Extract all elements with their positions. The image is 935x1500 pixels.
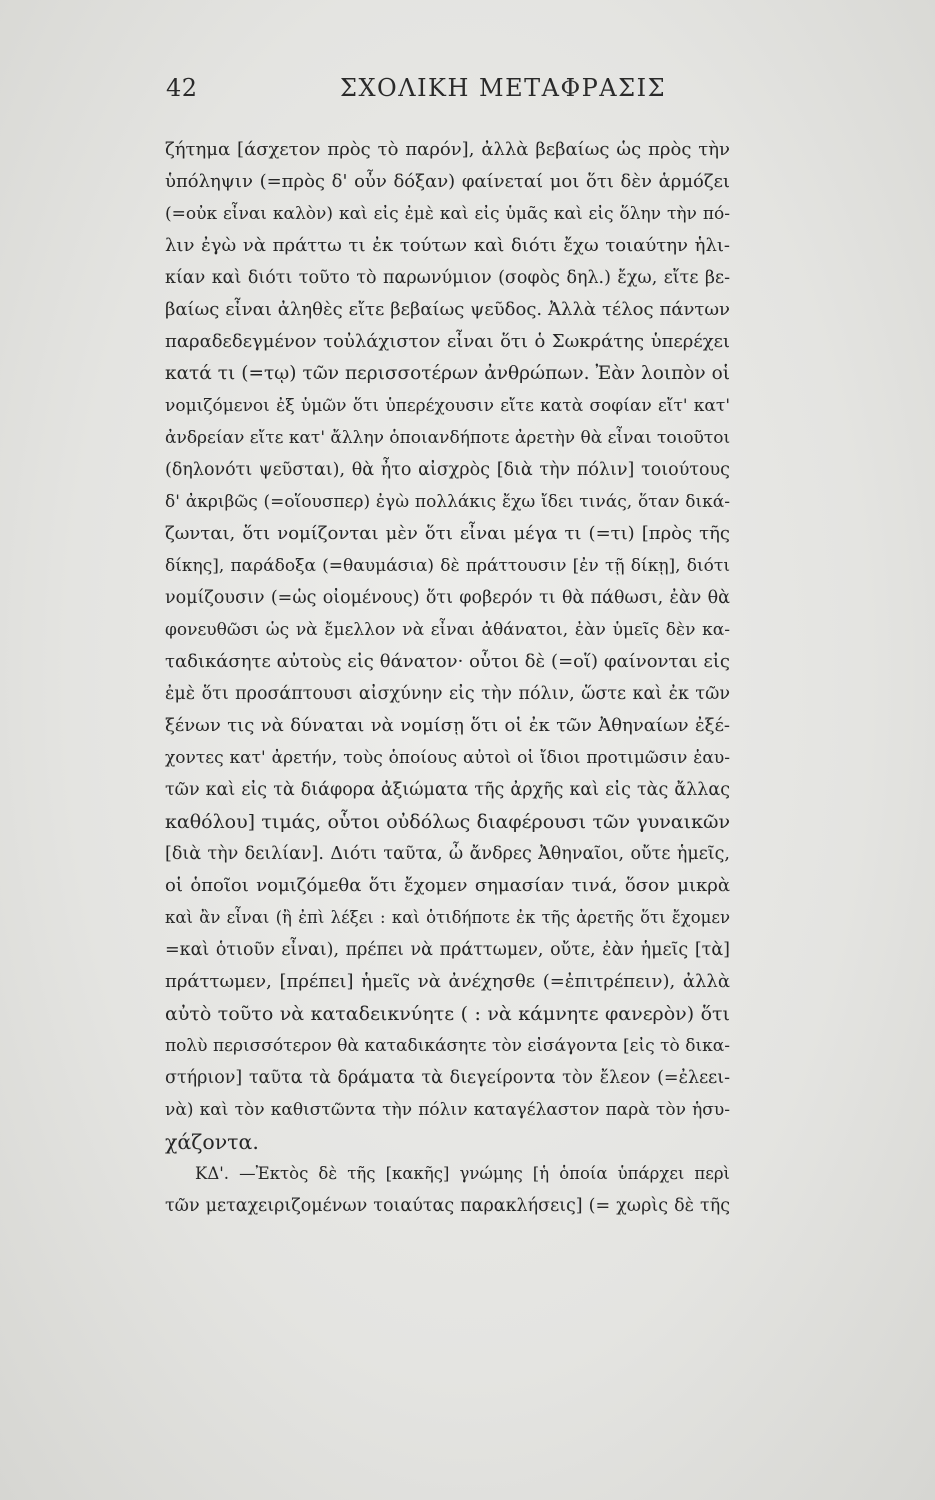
text-line: ζωνται, ὅτι νομίζονται μὲν ὅτι εἶναι μέγα τι (=τι) [πρὸς τῆς bbox=[165, 523, 730, 544]
page-number: 42 bbox=[166, 74, 198, 102]
text-line: ταδικάσητε αὐτοὺς εἰς θάνατον· οὗτοι δὲ (=οἵ) φαίνονται εἰς bbox=[165, 651, 730, 672]
text-line: πράττωμεν, [πρέπει] ἡμεῖς νὰ ἀνέχησθε (=ἐπιτρέπειν), ἀλλὰ bbox=[165, 971, 730, 992]
text-line: πολὺ περισσότερον θὰ καταδικάσητε τὸν εἰσάγοντα [εἰς τὸ δικα- bbox=[165, 1036, 730, 1056]
body-text bbox=[165, 134, 730, 1222]
text-line: ἐμὲ ὅτι προσάπτουσι αἰσχύνην εἰς τὴν πόλιν, ὥστε καὶ ἐκ τῶν bbox=[165, 684, 730, 704]
text-line: ὑπόληψιν (=πρὸς δ' οὖν δόξαν) φαίνεταί μοι ὅτι δὲν ἁρμόζει bbox=[165, 171, 730, 192]
text-line: ἀνδρείαν εἴτε κατ' ἄλλην ὁποιανδήποτε ἀρετὴν θὰ εἶναι τοιοῦτοι bbox=[165, 428, 731, 448]
section-heading-line: ΚΔ'. —Ἐκτὸς δὲ τῆς [κακῆς] γνώμης [ἡ ὁποία ὑπάρχει περὶ bbox=[195, 1164, 730, 1183]
text-line: καὶ ἂν εἶναι (ἢ ἐπὶ λέξει : καὶ ὁτιδήποτε ἐκ τῆς ἀρετῆς ὅτι ἔχομεν bbox=[165, 908, 730, 927]
text-line: κατά τι (=τῳ) τῶν περισσοτέρων ἀνθρώπων. Ἐὰν λοιπὸν οἱ bbox=[165, 363, 730, 384]
text-line: χοντες κατ' ἀρετήν, τοὺς ὁποίους αὐτοὶ οἱ ἴδιοι προτιμῶσιν ἑαυ- bbox=[165, 748, 730, 768]
text-line: παραδεδεγμένον τοὐλάχιστον εἶναι ὅτι ὁ Σωκράτης ὑπερέχει bbox=[165, 331, 730, 352]
text-line: λιν ἐγὼ νὰ πράττω τι ἐκ τούτων καὶ διότι ἔχω τοιαύτην ἡλι- bbox=[165, 235, 730, 256]
text-line: (δηλονότι ψεῦσται), θὰ ἦτο αἰσχρὸς [διὰ τὴν πόλιν] τοιούτους bbox=[165, 460, 730, 480]
text-line: νομιζόμενοι ἐξ ὑμῶν ὅτι ὑπερέχουσιν εἴτε κατὰ σοφίαν εἴτ' κατ' bbox=[165, 396, 730, 416]
text-line: ζήτημα [άσχετον πρὸς τὸ παρόν], ἀλλὰ βεβαίως ὡς πρὸς τὴν bbox=[165, 139, 730, 160]
text-line: νομίζουσιν (=ὡς οἰομένους) ὅτι φοβερόν τι θὰ πάθωσι, ἐὰν θὰ bbox=[165, 588, 730, 608]
text-line: τῶν καὶ εἰς τὰ διάφορα ἀξιώματα τῆς ἀρχῆς καὶ εἰς τὰς ἄλλας bbox=[165, 780, 730, 800]
text-line: [διὰ τὴν δειλίαν]. Διότι ταῦτα, ὦ ἄνδρες Ἀθηναῖοι, οὔτε ἡμεῖς, bbox=[165, 844, 730, 864]
text-line: οἱ ὁποῖοι νομιζόμεθα ὅτι ἔχομεν σημασίαν τινά, ὅσον μικρὰ bbox=[165, 875, 730, 896]
text-line: φονευθῶσι ὡς νὰ ἔμελλον νὰ εἶναι ἀθάνατοι, ἐὰν ὑμεῖς δὲν κα- bbox=[165, 620, 730, 640]
page-header bbox=[166, 74, 706, 114]
text-line: (=οὐκ εἶναι καλὸν) καὶ εἰς ἐμὲ καὶ εἰς ὑμᾶς καὶ εἰς ὅλην τὴν πό- bbox=[165, 204, 730, 224]
text-line: =καὶ ὁτιοῦν εἶναι), πρέπει νὰ πράττωμεν, οὔτε, ἐὰν ἡμεῖς [τὰ] bbox=[165, 940, 730, 960]
text-line: νὰ) καὶ τὸν καθιστῶντα τὴν πόλιν καταγέλαστον παρὰ τὸν ἡσυ- bbox=[165, 1100, 730, 1120]
text-line: τῶν μεταχειριζομένων τοιαύτας παρακλήσεις] (= χωρὶς δὲ τῆς bbox=[165, 1196, 730, 1216]
text-line: στήριον] ταῦτα τὰ δράματα τὰ διεγείροντα τὸν ἔλεον (=ἐλεει- bbox=[165, 1068, 730, 1088]
text-line: δ' ἀκριβῶς (=οἵουσπερ) ἐγὼ πολλάκις ἔχω ἴδει τινάς, ὅταν δικά- bbox=[165, 492, 730, 512]
text-line: αὐτὸ τοῦτο νὰ καταδεικνύητε ( : νὰ κάμνητε φανερὸν) ὅτι bbox=[165, 1003, 730, 1025]
text-line: χάζοντα. bbox=[165, 1130, 259, 1154]
text-line: ξένων τις νὰ δύναται νὰ νομίσῃ ὅτι οἱ ἐκ τῶν Ἀθηναίων ἐξέ- bbox=[165, 715, 730, 736]
text-line: καθόλου] τιμάς, οὗτοι οὐδόλως διαφέρουσι τῶν γυναικῶν bbox=[165, 811, 730, 833]
text-line: κίαν καὶ διότι τοῦτο τὸ παρωνύμιον (σοφὸς δηλ.) ἔχω, εἴτε βε- bbox=[165, 268, 730, 288]
text-line: βαίως εἶναι ἀληθὲς εἴτε βεβαίως ψεῦδος. Ἀλλὰ τέλος πάντων bbox=[165, 299, 730, 320]
text-line: δίκης], παράδοξα (=θαυμάσια) δὲ πράττουσιν [ἐν τῇ δίκῃ], διότι bbox=[165, 556, 730, 576]
running-title: ΣΧΟΛΙΚΗ ΜΕΤΑΦΡΑΣΙΣ bbox=[340, 74, 667, 102]
